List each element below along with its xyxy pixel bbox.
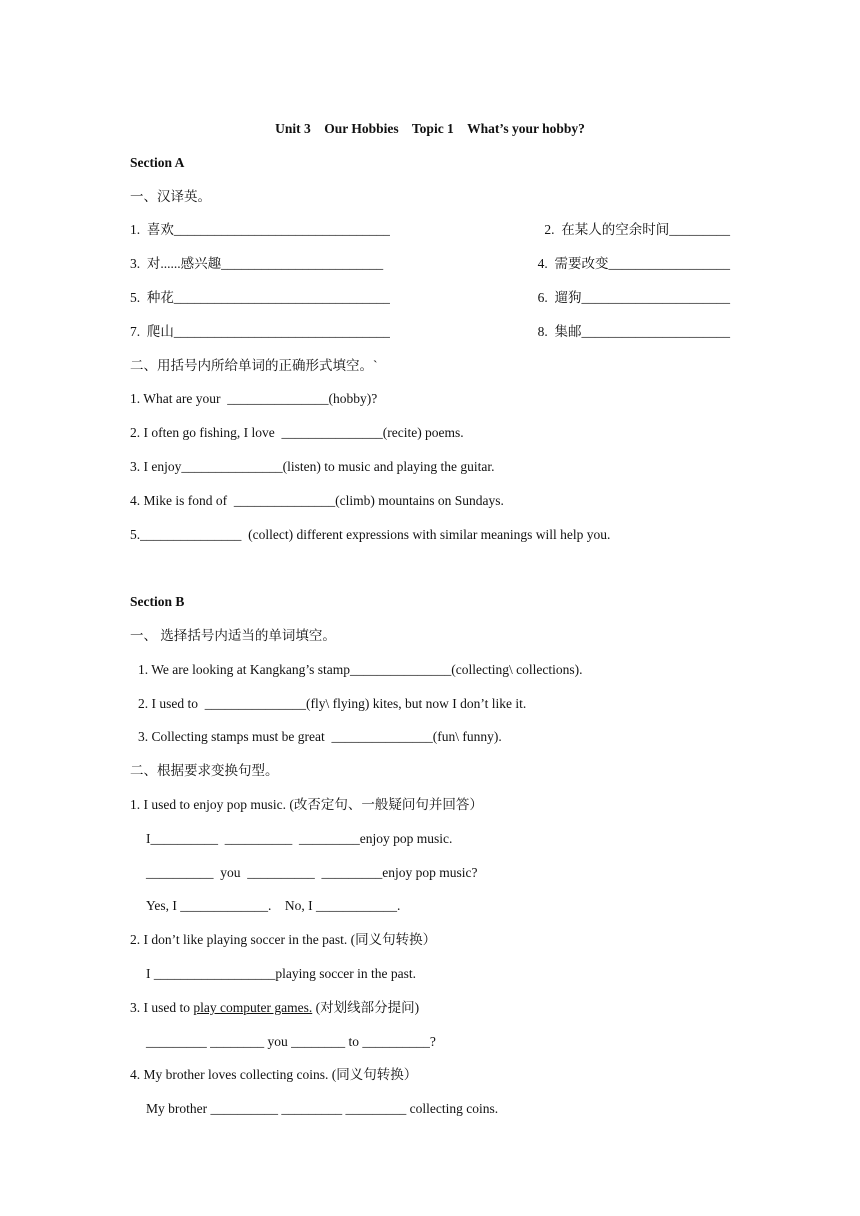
- translation-row: [130, 281, 730, 315]
- underlined-phrase: play computer games.: [193, 999, 313, 1015]
- translation-item: 5. 种花________________________________: [130, 289, 390, 305]
- spacer: [130, 551, 730, 585]
- transform-question-prompt: 4. My brother loves collecting coins. (同义句转换）: [130, 1067, 418, 1083]
- translation-row: [130, 213, 730, 247]
- answer-line: _________ ________ you ________ to __________?: [146, 1033, 436, 1049]
- fill-blank-item: 2. I often go fishing, I love _______________(recite) poems.: [130, 425, 464, 441]
- transform-question-prompt: 2. I don’t like playing soccer in the past. (同义句转换）: [130, 932, 437, 948]
- translation-row: [130, 315, 730, 349]
- prompt-text: (对划线部分提问): [312, 999, 420, 1015]
- page-title: Unit 3 Our Hobbies Topic 1 What’s your hobby?: [275, 121, 585, 136]
- answer-line: I__________ __________ _________enjoy pop music.: [146, 830, 453, 846]
- transform-question-prompt: [130, 991, 730, 1025]
- worksheet-page: [130, 112, 730, 1126]
- translation-item: 1. 喜欢________________________________: [130, 222, 390, 238]
- translation-item: 2. 在某人的空余时间_________: [544, 222, 730, 238]
- translation-row: [130, 247, 730, 281]
- answer-line: Yes, I _____________. No, I ____________.: [146, 898, 401, 914]
- translation-item: 8. 集邮______________________: [537, 323, 730, 339]
- fill-blank-item: 1. What are your _______________(hobby)?: [130, 391, 378, 407]
- fill-blank-item: 4. Mike is fond of _______________(climb) mountains on Sundays.: [130, 492, 504, 508]
- choice-item: 3. Collecting stamps must be great _______________(fun\ funny).: [138, 729, 502, 745]
- translation-item: 7. 爬山________________________________: [130, 323, 390, 339]
- answer-line: __________ you __________ _________enjoy pop music?: [146, 864, 478, 880]
- answer-line: I __________________playing soccer in the past.: [146, 965, 416, 981]
- choice-item: 2. I used to _______________(fly\ flying) kites, but now I don’t like it.: [138, 695, 527, 711]
- section-a-heading: Section A: [130, 154, 185, 170]
- prompt-text: 3. I used to: [130, 999, 194, 1015]
- fill-blank-item: 3. I enjoy_______________(listen) to music and playing the guitar.: [130, 458, 495, 474]
- section-a-part1-heading: 一、汉译英。: [130, 188, 211, 204]
- section-a-part2-heading: 二、用括号内所给单词的正确形式填空。`: [130, 357, 378, 373]
- translation-item: 3. 对......感兴趣________________________: [130, 256, 384, 272]
- translation-item: 4. 需要改变__________________: [537, 256, 730, 272]
- translation-item: 6. 遛狗______________________: [537, 289, 730, 305]
- answer-line: My brother __________ _________ _________ collecting coins.: [146, 1101, 499, 1117]
- section-b-part2-heading: 二、根据要求变换句型。: [130, 763, 279, 779]
- fill-blank-item: 5._______________ (collect) different expressions with similar meanings will help you.: [130, 526, 611, 542]
- transform-question-prompt: 1. I used to enjoy pop music. (改否定句、一般疑问句并回答）: [130, 796, 483, 812]
- section-b-heading: Section B: [130, 594, 185, 610]
- section-b-part1-heading: 一、 选择括号内适当的单词填空。: [130, 627, 336, 643]
- choice-item: 1. We are looking at Kangkang’s stamp_______________(collecting\ collections).: [138, 661, 583, 677]
